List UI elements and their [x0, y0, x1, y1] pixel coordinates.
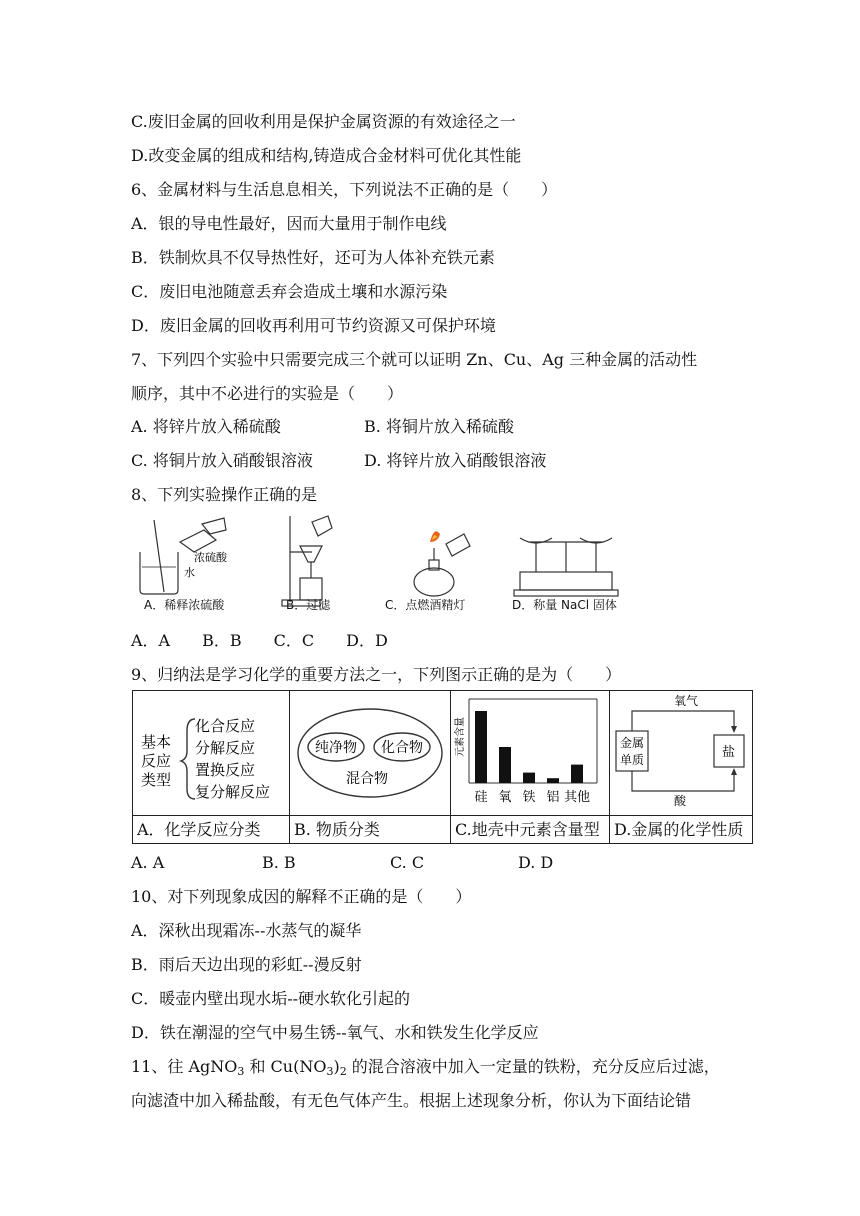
cell-a-figure [133, 691, 290, 816]
bar-3 [547, 778, 559, 783]
q8-options: A．A B．B C．C D．D [131, 631, 388, 650]
question-6: 6、金属材料与生活息息相关，下列说法不正确的是（ ） [131, 180, 558, 199]
metal-label-1: 金属 [620, 736, 645, 750]
q6-option-b: B．铁制炊具不仅导热性好，还可为人体补充铁元素 [131, 248, 495, 267]
q11-text-1: 11、往 AgNO [131, 1057, 238, 1076]
filtration-apparatus-illustration [282, 516, 332, 606]
bar-label-0: 硅 [474, 790, 488, 805]
pure-substance-label: 纯净物 [315, 740, 357, 756]
q6-option-a: A．银的导电性最好，因而大量用于制作电线 [131, 214, 447, 233]
question-11-line1 [131, 1056, 720, 1078]
q9-option-a: A. A [131, 853, 165, 872]
q10-option-b: B．雨后天边出现的彩虹--漫反射 [131, 955, 362, 974]
bar-label-1: 氧 [498, 790, 512, 805]
substance-classification-diagram [290, 691, 450, 811]
q7-option-c: C. 将铜片放入硝酸银溶液 [131, 451, 313, 470]
q8-caption-d: D．称量 NaCl 固体 [512, 598, 617, 612]
q10-option-a: A．深秋出现霜冻--水蒸气的凝华 [131, 921, 362, 940]
q9-option-b: B. B [262, 853, 296, 872]
bar-4 [571, 765, 583, 783]
q10-option-c: C．暖壶内壁出现水垢--硬水软化引起的 [131, 989, 411, 1008]
q8-caption-a: A．稀释浓硫酸 [144, 598, 225, 612]
salt-label: 盐 [722, 745, 736, 760]
q7-option-a: A. 将锌片放入稀硫酸 [131, 417, 281, 436]
option-c-line: C.废旧金属的回收利用是保护金属资源的有效途径之一 [131, 112, 516, 131]
q9-caption-b: B. 物质分类 [294, 820, 380, 839]
q9-caption-d: D.金属的化学性质 [614, 820, 744, 839]
classify-left-1: 基本 [141, 733, 172, 751]
cell-d-figure [610, 691, 753, 816]
acid-label: 酸 [674, 794, 687, 808]
option-d-line: D.改变金属的组成和结构,铸造成合金材料可优化其性能 [131, 146, 522, 165]
q9-figure-table [132, 690, 753, 844]
question-9: 9、归纳法是学习化学的重要方法之一，下列图示正确的是为（ ） [131, 665, 622, 684]
label-conc-acid: 浓硫酸 [194, 551, 227, 564]
caption-cell-c [451, 816, 610, 844]
question-8: 8、下列实验操作正确的是 [131, 485, 318, 504]
cell-c-figure [451, 691, 610, 816]
reaction-type-3: 置换反应 [195, 761, 256, 779]
question-7-line2: 顺序，其中不必进行的实验是（ ） [131, 384, 404, 403]
caption-cell-d [610, 816, 753, 844]
classify-left-3: 类型 [141, 771, 172, 789]
q11-sub-3: 2 [339, 1065, 347, 1078]
q10-option-d: D．铁在潮湿的空气中易生锈--氧气、水和铁发生化学反应 [131, 1023, 539, 1042]
caption-cell-b [290, 816, 451, 844]
reaction-type-1: 化合反应 [195, 717, 256, 735]
q11-text-2: 和 Cu(NO [244, 1057, 327, 1076]
bar-label-4: 其他 [563, 790, 591, 805]
bar-label-2: 铁 [522, 790, 536, 805]
chart-ylabel: 元素含量 [455, 717, 466, 757]
q8-caption-b: B．过滤 [286, 598, 331, 612]
bar-1 [499, 747, 511, 783]
bar-2 [523, 773, 535, 783]
classify-left-2: 反应 [141, 752, 172, 770]
metal-label-2: 单质 [620, 753, 645, 767]
question-7-line1: 7、下列四个实验中只需要完成三个就可以证明 Zn、Cu、Ag 三种金属的活动性 [131, 350, 698, 369]
metal-properties-diagram [610, 691, 752, 811]
q9-caption-c: C.地壳中元素含量型 [455, 820, 600, 839]
q7-option-b: B. 将铜片放入稀硫酸 [364, 417, 514, 436]
q6-option-c: C．废旧电池随意丢弃会造成土壤和水源污染 [131, 282, 448, 301]
bar-label-3: 铝 [546, 790, 560, 805]
caption-cell-a [133, 816, 290, 844]
q11-sub-2: 3 [326, 1065, 334, 1078]
mixture-label: 混合物 [346, 771, 388, 787]
cell-b-figure [290, 691, 451, 816]
crust-element-bar-chart [451, 691, 609, 811]
q11-text-3: ) [333, 1057, 340, 1076]
bar-0 [475, 711, 487, 783]
compound-label: 化合物 [381, 740, 423, 756]
alcohol-lamp-illustration [414, 534, 470, 596]
q8-caption-c: C．点燃酒精灯 [385, 598, 466, 612]
label-water: 水 [184, 566, 195, 579]
q9-option-d: D. D [518, 853, 554, 872]
q7-option-d: D. 将锌片放入硝酸银溶液 [364, 451, 547, 470]
q11-text-4: 的混合溶液中加入一定量的铁粉，充分反应后过滤， [346, 1057, 720, 1076]
oxygen-label: 氧气 [674, 694, 699, 708]
reaction-type-2: 分解反应 [195, 739, 256, 757]
reaction-classification-diagram [133, 691, 289, 811]
q9-option-c: C. C [390, 853, 425, 872]
reaction-type-4: 复分解反应 [195, 783, 271, 801]
question-11-line2: 向滤渣中加入稀盐酸，有无色气体产生。根据上述现象分析，你认为下面结论错 [131, 1091, 692, 1110]
balance-scale-illustration [514, 538, 618, 596]
q11-sub-1: 3 [237, 1065, 245, 1078]
question-10: 10、对下列现象成因的解释不正确的是（ ） [131, 887, 472, 906]
q9-caption-a: A．化学反应分类 [137, 820, 261, 839]
q6-option-d: D．废旧金属的回收再利用可节约资源又可保护环境 [131, 316, 496, 335]
